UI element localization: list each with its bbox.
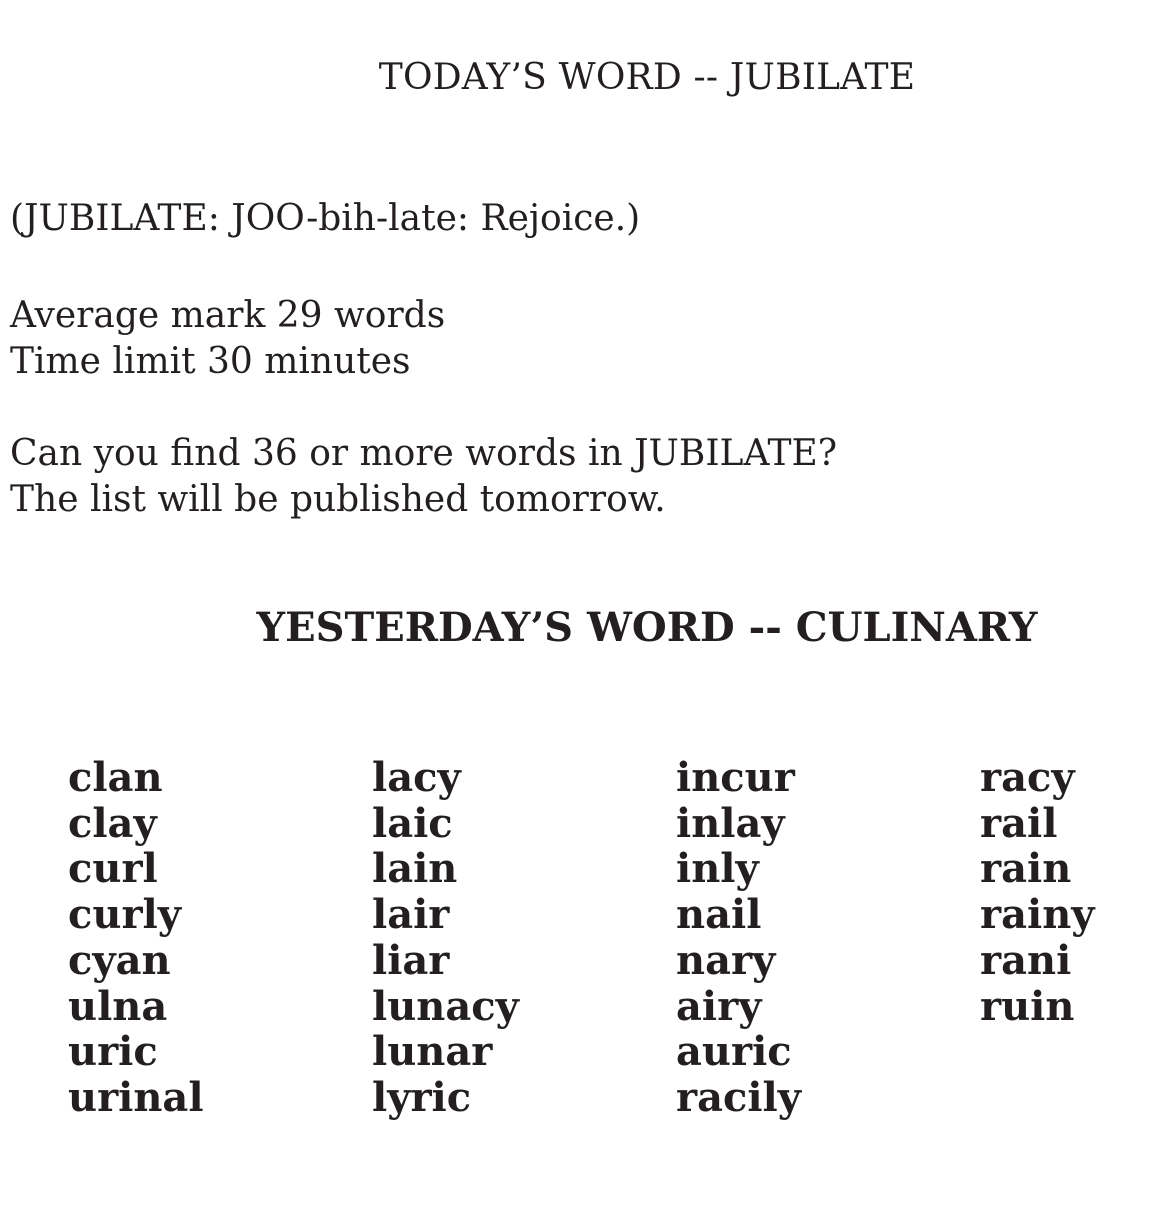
answer-word: racily bbox=[676, 1073, 801, 1121]
yesterday-word-title: YESTERDAY’S WORD -- CULINARY bbox=[256, 604, 1038, 651]
answer-word: curl bbox=[68, 845, 158, 893]
answer-word: cyan bbox=[68, 936, 171, 984]
challenge-text bbox=[10, 431, 837, 523]
answer-word: incur bbox=[676, 754, 795, 801]
answer-word: uric bbox=[68, 1028, 158, 1076]
word-column-4 bbox=[980, 755, 1095, 1029]
average-mark: Average mark 29 words bbox=[10, 295, 446, 336]
word-column-1 bbox=[68, 755, 204, 1121]
answer-word: lain bbox=[372, 845, 458, 893]
time-limit: Time limit 30 minutes bbox=[10, 341, 411, 382]
answer-word: curly bbox=[68, 891, 181, 939]
answer-word: nary bbox=[676, 936, 776, 984]
answer-word: airy bbox=[676, 982, 762, 1030]
answer-word: lunacy bbox=[372, 982, 519, 1030]
answer-word: inlay bbox=[676, 799, 785, 847]
answer-word: lacy bbox=[372, 754, 461, 801]
answer-word: lyric bbox=[372, 1073, 472, 1121]
answer-word: rainy bbox=[980, 891, 1095, 939]
answer-word: nail bbox=[676, 891, 762, 939]
answer-word: racy bbox=[980, 754, 1075, 801]
challenge-note: The list will be published tomorrow. bbox=[10, 479, 666, 520]
answer-word: liar bbox=[372, 936, 450, 984]
challenge-question: Can you find 36 or more words in JUBILATE? bbox=[10, 433, 838, 474]
answer-word: rail bbox=[980, 799, 1058, 847]
answer-word: laic bbox=[372, 799, 453, 847]
answer-word: rani bbox=[980, 936, 1072, 984]
answer-word: clan bbox=[68, 754, 163, 801]
answer-word: inly bbox=[676, 845, 759, 893]
answer-word: lair bbox=[372, 891, 450, 939]
answer-word: lunar bbox=[372, 1028, 493, 1076]
answer-word: ruin bbox=[980, 982, 1075, 1030]
word-column-2 bbox=[372, 755, 519, 1121]
answer-word: urinal bbox=[68, 1073, 204, 1121]
word-column-3 bbox=[676, 755, 801, 1121]
word-definition: (JUBILATE: JOO-bih-late: Rejoice.) bbox=[10, 198, 641, 239]
answer-word: rain bbox=[980, 845, 1072, 893]
answer-word: ulna bbox=[68, 982, 168, 1030]
answer-word-grid bbox=[68, 755, 1148, 1135]
today-word-title: TODAY’S WORD -- JUBILATE bbox=[378, 57, 916, 98]
answer-word: clay bbox=[68, 799, 157, 847]
puzzle-stats bbox=[10, 293, 445, 385]
answer-word: auric bbox=[676, 1028, 792, 1076]
